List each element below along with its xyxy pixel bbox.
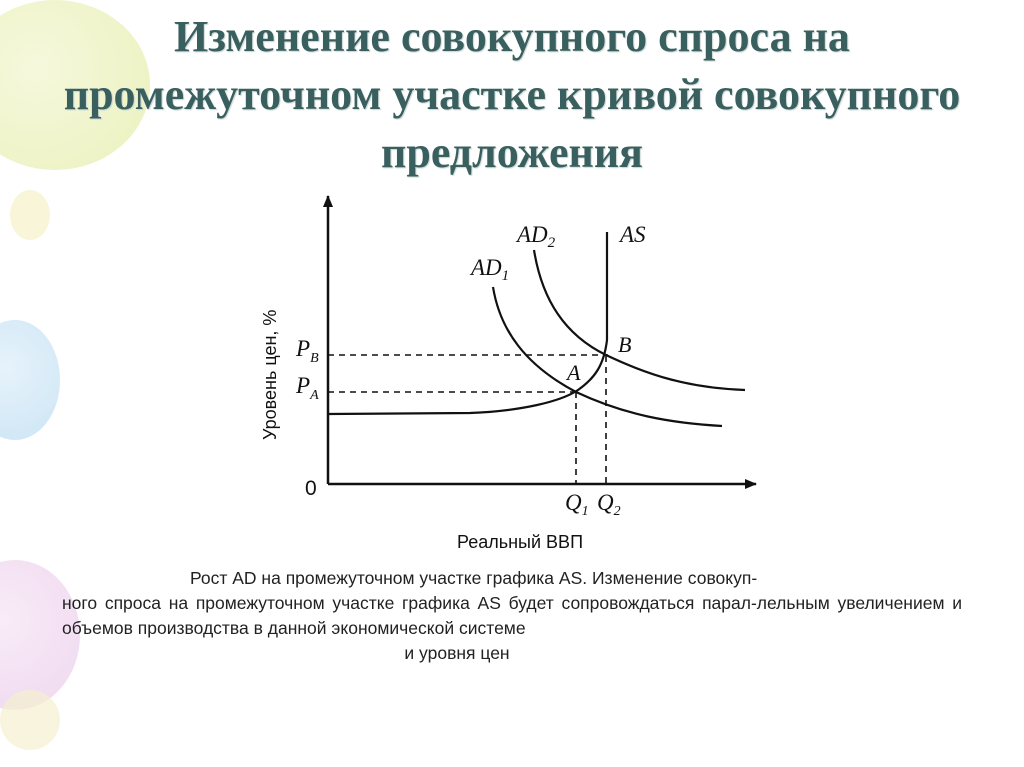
caption-line-1: Рост AD на промежуточном участке графика AS. Изменение совокуп- [190, 568, 758, 588]
pb-label: $P_B$ [296, 336, 319, 366]
caption-line-3: и уровня цен [404, 643, 510, 663]
pa-label: $P_A$ [296, 373, 319, 403]
caption-line-2: ного спроса на промежуточном участке графика AS будет сопровождаться парал-лельным увеличением и объемов производства в данной экономической системе [62, 593, 962, 638]
ad2-curve [534, 250, 745, 390]
ad1-label: $AD_1$ [471, 255, 510, 284]
slide-title: Изменение совокупного спроса на промежуточном участке кривой совокупного предложения [63, 12, 961, 177]
origin-label: 0 [305, 477, 317, 500]
point-b-label: B [618, 332, 632, 357]
y-axis-title: Уровень цен, % [260, 309, 280, 440]
x-axis-title: Реальный ВВП [457, 532, 583, 552]
point-a-label: A [567, 360, 581, 385]
ad2-label: $AD_2$ [517, 222, 556, 251]
figure-caption [62, 566, 962, 666]
q1-label: $Q_1$ [565, 490, 589, 519]
as-label: AS [620, 222, 646, 247]
q2-label: $Q_2$ [597, 490, 621, 519]
